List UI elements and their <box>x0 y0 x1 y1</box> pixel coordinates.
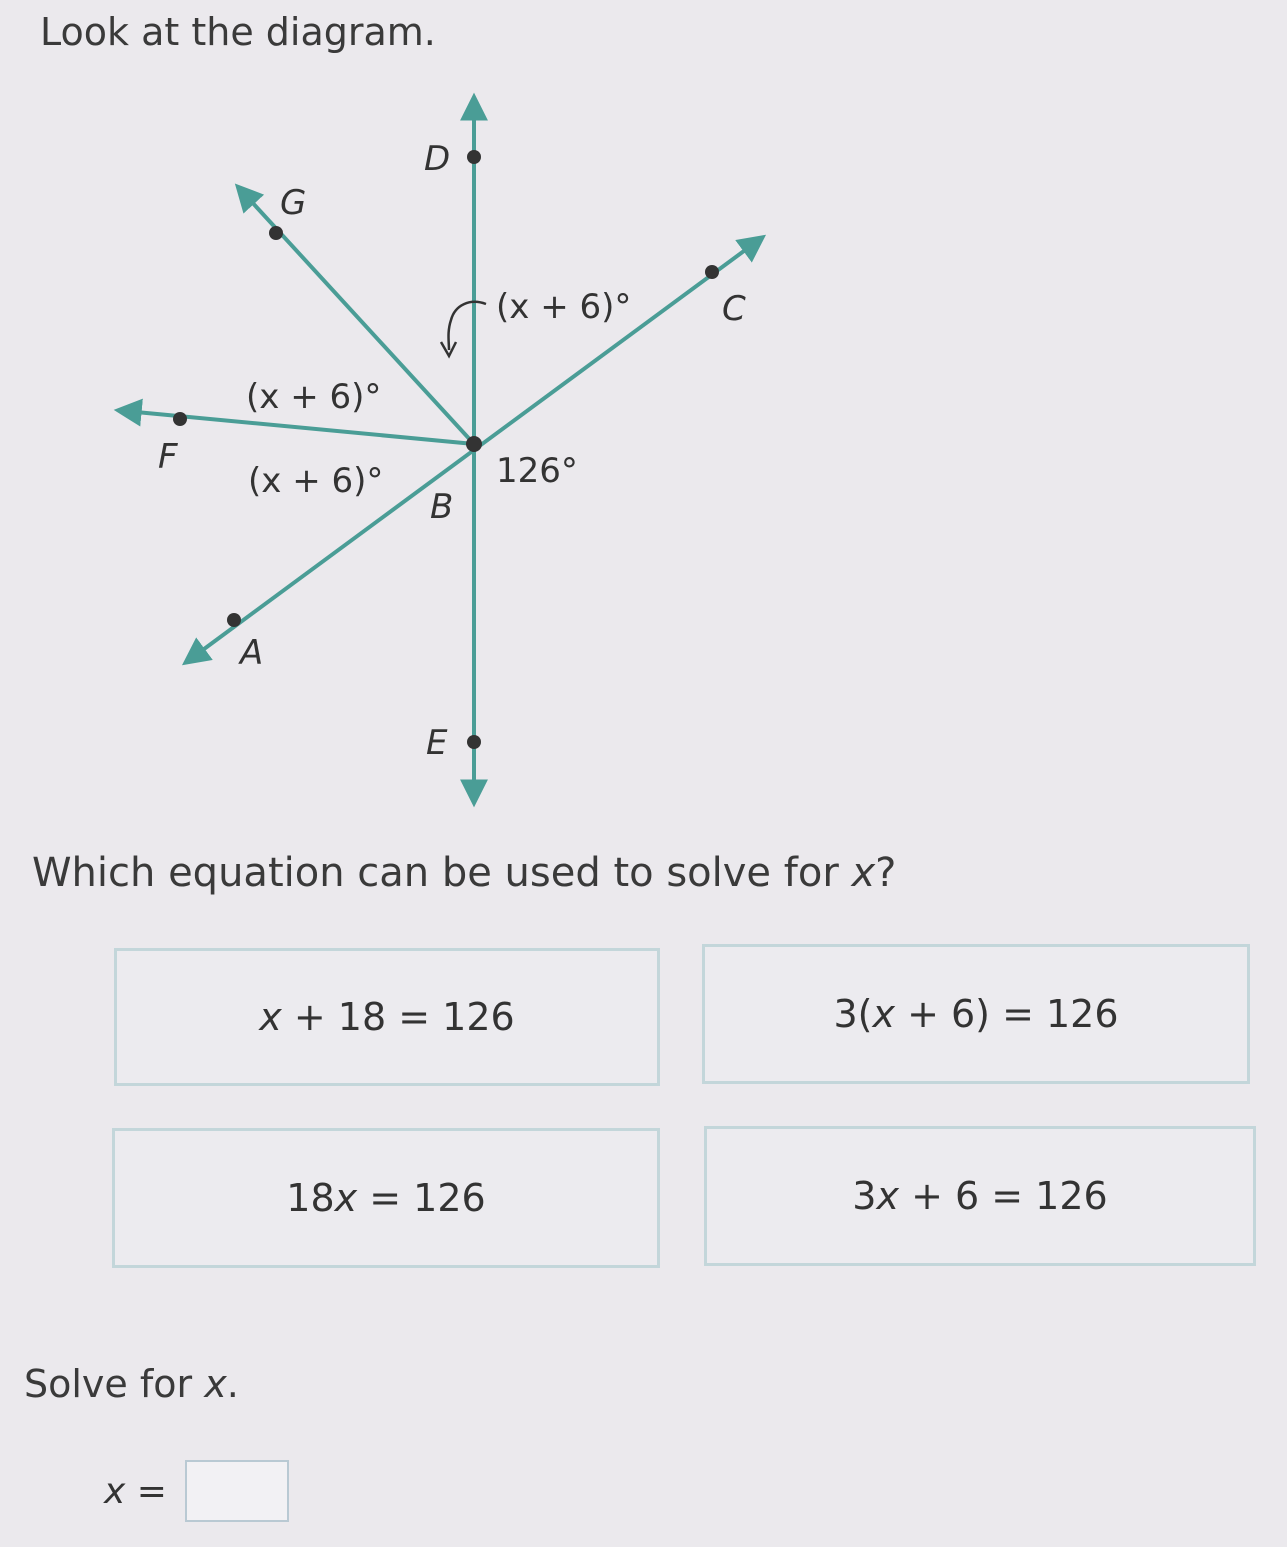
solve-text <box>24 1362 239 1406</box>
choice-1-part-a: x <box>259 995 282 1039</box>
answer-input[interactable] <box>185 1460 289 1522</box>
angle-label-cbe: 126° <box>496 451 578 491</box>
choice-2-part-c: + 6) = 126 <box>894 992 1119 1036</box>
label-f: F <box>158 437 178 477</box>
prompt-text: Look at the diagram. <box>40 10 436 54</box>
choice-4-part-c: + 6 = 126 <box>898 1174 1108 1218</box>
choice-2-part-a: 3( <box>833 992 873 1036</box>
label-e: E <box>426 723 448 763</box>
choice-3x-plus-6[interactable] <box>704 1126 1256 1266</box>
answer-var: x <box>104 1470 126 1512</box>
label-g: G <box>280 183 307 223</box>
label-b: B <box>430 487 454 527</box>
point-d <box>467 150 481 164</box>
question-text-before: Which equation can be used to solve for <box>32 850 852 896</box>
answer-row <box>104 1460 289 1522</box>
choice-4-part-b: x <box>876 1174 899 1218</box>
point-e <box>467 735 481 749</box>
choice-x-plus-18[interactable] <box>114 948 660 1086</box>
label-c: C <box>722 289 746 329</box>
point-g <box>269 226 283 240</box>
solve-var: x <box>204 1362 227 1406</box>
choice-4-part-a: 3 <box>852 1174 877 1218</box>
question-text <box>32 850 896 896</box>
choice-2-part-b: x <box>872 992 895 1036</box>
point-a <box>227 613 241 627</box>
choice-3-part-c: = 126 <box>357 1176 486 1220</box>
label-d: D <box>424 139 451 179</box>
choice-3-times-x-plus-6[interactable] <box>702 944 1250 1084</box>
choice-1-part-b: + 18 = 126 <box>281 995 515 1039</box>
choice-3-part-a: 18 <box>286 1176 335 1220</box>
question-text-after: ? <box>875 850 897 896</box>
point-c <box>705 265 719 279</box>
point-b <box>466 436 482 452</box>
angle-label-gbf: (x + 6)° <box>246 377 382 417</box>
question-var: x <box>851 850 876 896</box>
angle-arc-marker <box>449 302 487 350</box>
angle-label-dbc: (x + 6)° <box>496 287 632 327</box>
answer-equals: = <box>125 1470 167 1512</box>
angle-label-fba: (x + 6)° <box>248 461 384 501</box>
choice-18x[interactable] <box>112 1128 660 1268</box>
point-f <box>173 412 187 426</box>
label-a: A <box>240 633 264 673</box>
choice-3-part-b: x <box>334 1176 358 1220</box>
solve-text-after: . <box>226 1362 239 1406</box>
solve-text-before: Solve for <box>24 1362 205 1406</box>
